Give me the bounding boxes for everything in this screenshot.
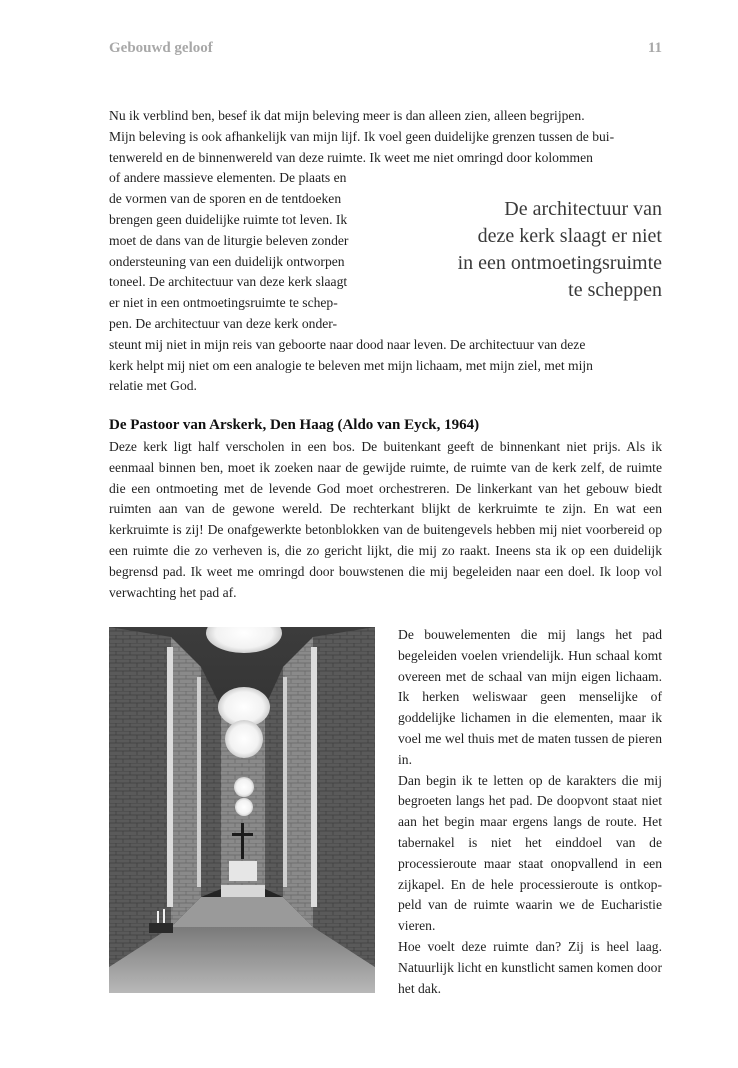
church-interior-photo (109, 627, 375, 993)
section-paragraph (109, 437, 662, 603)
text-line: tenwereld en de binnenwereld van deze ruimte. Ik weet me niet omringd door kolommen (109, 149, 593, 165)
text-line: steunt mij niet in mijn reis van geboorte naar dood naar leven. De architectuur van deze (109, 336, 586, 352)
text-line: pen. De architectuur van deze kerk onder- (109, 315, 338, 331)
text-line: relatie met God. (109, 378, 197, 394)
text-line: de vormen van de sporen en de tentdoeken (109, 191, 342, 207)
text-line: toneel. De architectuur van deze kerk slaagt (109, 274, 348, 290)
running-header (109, 40, 662, 62)
running-title: Gebouwd geloof (109, 40, 213, 56)
text-line: moet de dans van de liturgie beleven zonder (109, 232, 349, 248)
section-paragraph-text: Deze kerk ligt half verscholen in een bos. De buitenkant geeft de binnenkant niet prijs. Als ik eenmaal binnen ben, moet ik zoeken naar de gewijde ruimte, de ruimte van de kerk zelf, de ruimte die een ontmoeting met de levende God moet orchestreren. De linkerkant van het gebouw biedt ruimten aan van de gewone wereld. De rechterkant blijkt de kerkruimte te zijn. En wat een kerkruimte is zij! De onafgewerkte betonblokken van de buitengevels hebben mij niet voorbereid op een ruimte die zo verheven is, die zo gericht lijkt, die mij zo raakt. Ineens sta ik op een duidelijk begrensd pad. Ik weet me omringd door bouwstenen die mij begeleiden naar een doel. Ik loop vol verwachting het pad af. (109, 439, 662, 600)
side-column (398, 625, 662, 999)
side-paragraph: Hoe voelt deze ruimte dan? Zij is heel laag. Natuurlijk licht en kunstlicht samen komen door het dak. (398, 938, 662, 996)
pull-quote (400, 196, 662, 304)
side-paragraph: De bouwelementen die mij langs het pad begeleiden voelen vriendelijk. Hun schaal komt overeen met de schaal van mijn eigen lichaam. Ik herken weliswaar geen menselijke of goddelijke lichamen in die elementen, maar ik voel me wel thuis met de maten tussen de pieren in. (398, 627, 662, 767)
text-line: kerk helpt mij niet om een analogie te beleven met mijn lichaam, met mijn ziel, met mijn (109, 357, 593, 373)
text-line: brengen geen duidelijke ruimte tot leven. Ik (109, 211, 348, 227)
pull-quote-line: in een ontmoetingsruimte (457, 252, 662, 274)
text-line: ondersteuning van een duidelijk ontworpen (109, 253, 345, 269)
pull-quote-line: deze kerk slaagt er niet (477, 225, 662, 247)
pull-quote-line: De architectuur van (504, 198, 662, 220)
text-line: er niet in een ontmoetingsruimte te schep- (109, 295, 338, 311)
text-line: Mijn beleving is ook afhankelijk van mijn lijf. Ik voel geen duidelijke grenzen tussen de bui- (109, 128, 615, 144)
page-number: 11 (647, 40, 662, 56)
section-heading: De Pastoor van Arskerk, Den Haag (Aldo van Eyck, 1964) (109, 417, 480, 433)
text-line: of andere massieve elementen. De plaats en (109, 170, 347, 186)
church-interior-illustration (109, 627, 375, 993)
pull-quote-line: te scheppen (568, 279, 662, 301)
side-paragraph: Dan begin ik te letten op de karakters die mij begroeten langs het pad. De doopvont staat niet aan het begin maar ergens langs de route. Het tabernakel is niet het einddoel van de processieroute maar staat onopvallend in een zijkapel. En de hele processieroute is ontkoppeld van de ruimte waarin we de Eucharistie vieren. (398, 772, 662, 934)
text-line: Nu ik verblind ben, besef ik dat mijn beleving meer is dan alleen zien, alleen begrijpen. (109, 108, 585, 123)
